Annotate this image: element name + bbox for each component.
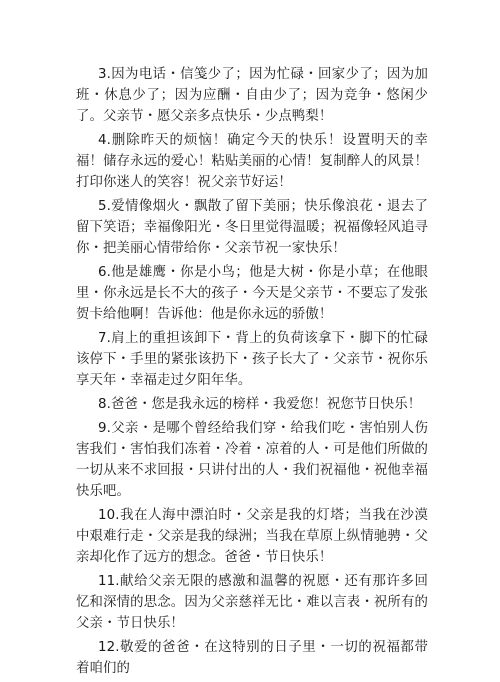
article-body [76, 64, 428, 682]
paragraph-4: 4.删除昨天的烦恼！确定今天的快乐！设置明天的幸福！储存永远的爱心！粘贴美丽的心情！复制醉人的风景！打印你迷人的笑容！祝父亲节好运！ [76, 133, 428, 190]
paragraph-6: 6.他是雄鹰・你是小鸟；他是大树・你是小草；在他眼里・你永远是长不大的孩子・今天是父亲节・不要忘了发张贺卡给他啊！告诉他：他是你永远的骄傲！ [76, 265, 428, 322]
paragraph-9: 9.父亲・是哪个曾经给我们穿・给我们吃・害怕别人伤害我们・害怕我们冻着・冷着・凉着的人・可是他们所做的一切从来不求回报・只讲付出的人・我们祝福他・祝他幸福快乐吧。 [76, 421, 428, 499]
paragraph-5: 5.爱情像烟火・飘散了留下美丽；快乐像浪花・退去了留下笑语；幸福像阳光・冬日里觉得温暖；祝福像轻风追寻你・把美丽心情带给你・父亲节祝一家快乐！ [76, 199, 428, 256]
paragraph-11: 11.献给父亲无限的感激和温馨的祝愿・还有那许多回忆和深情的思念。因为父亲慈祥无比・难以言表・祝所有的父亲・节日快乐！ [76, 574, 428, 631]
paragraph-8: 8.爸爸・您是我永远的榜样・我爱您！祝您节日快乐！ [98, 397, 422, 412]
paragraph-10: 10.我在人海中漂泊时・父亲是我的灯塔；当我在沙漠中艰难行走・父亲是我的绿洲；当我在草原上纵情驰骋・父亲却化作了远方的想念。爸爸・节日快乐！ [76, 508, 428, 565]
paragraph-3: 3.因为电话・信笺少了；因为忙碌・回家少了；因为加班・休息少了；因为应酬・自由少了；因为竞争・悠闲少了。父亲节・愿父亲多点快乐・少点鸭梨！ [76, 67, 428, 124]
paragraph-12: 12.敬爱的爸爸・在这特别的日子里・一切的祝福都带着咱们的 [76, 640, 428, 676]
paragraph-7: 7.肩上的重担该卸下・背上的负荷该拿下・脚下的忙碌该停下・手里的紧张该扔下・孩子长大了・父亲节・祝你乐享天年・幸福走过夕阳年华。 [76, 331, 428, 388]
